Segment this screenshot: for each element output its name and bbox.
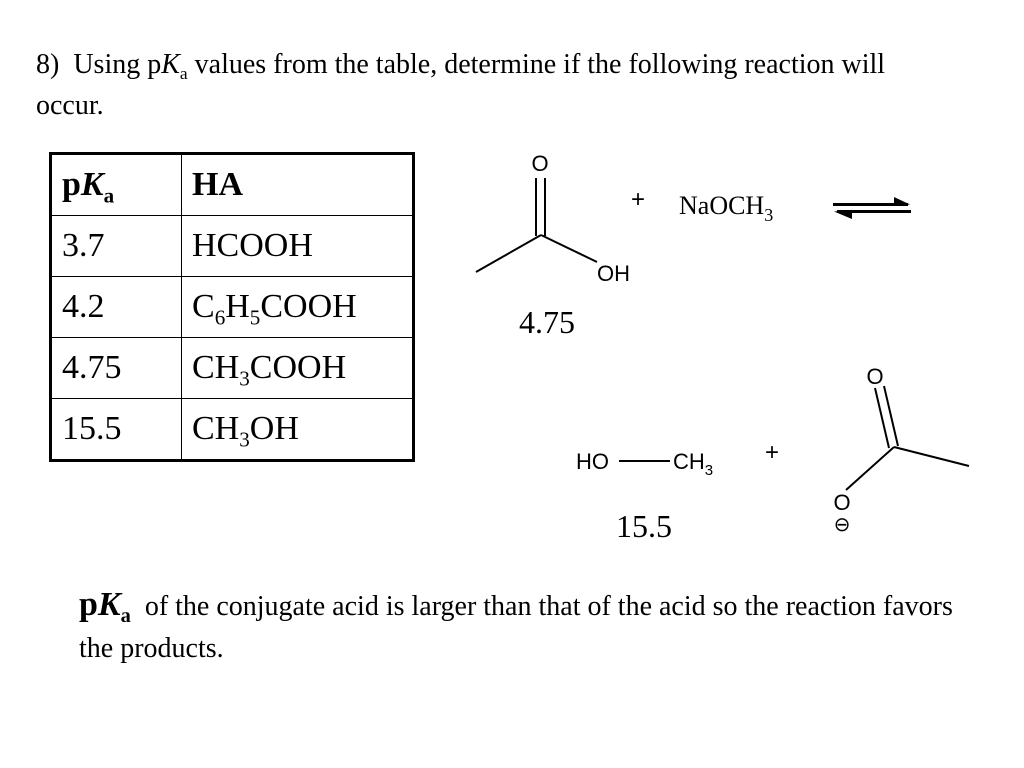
ha-column-header: HA <box>182 154 414 216</box>
acetate-anion-o-label: O <box>833 490 851 515</box>
methyl-bond <box>476 235 541 272</box>
plus-sign-2: + <box>764 439 780 466</box>
methanol-pka-label: 15.5 <box>616 508 672 544</box>
formula-subscript: 6 <box>214 305 226 330</box>
question-text-before: Using p <box>73 49 162 80</box>
formula-text: CH <box>192 410 240 447</box>
base-label: NaOCH$_3$ <box>679 191 774 225</box>
question-k-symbol: K <box>161 49 180 80</box>
hydroxyl-bond <box>541 235 597 262</box>
pka-column-header: $pK_a$ <box>51 154 182 216</box>
acid-pka-label: 4.75 <box>519 304 575 340</box>
pka-cell: 3.7 <box>51 216 182 277</box>
acetate-methyl-bond <box>894 447 969 466</box>
formula-text: HCOOH <box>192 227 313 264</box>
formula-text: C <box>192 288 215 325</box>
methanol-ch3-label: $CH_3$ <box>673 449 714 479</box>
acetate-oxygen-bond <box>846 447 894 490</box>
acetic-acid-structure <box>476 178 597 272</box>
pka-cell: 4.2 <box>51 277 182 338</box>
acetate-structure <box>846 386 969 490</box>
question-number: 8) <box>36 49 60 80</box>
formula-text: COOH <box>260 288 357 325</box>
conclusion-text <box>79 584 979 670</box>
pka-cell: 15.5 <box>51 399 182 461</box>
negative-charge-icon: ⊖ <box>833 514 851 536</box>
formula-text: H <box>225 288 250 325</box>
acid-carbonyl-o-label: O <box>531 151 549 176</box>
methanol-ho-label: HO <box>576 449 609 474</box>
conclusion-body: of the conjugate acid is larger than that of the acid so the reaction favors the products. <box>79 591 953 664</box>
formula-subscript: 3 <box>239 427 250 452</box>
formula-subscript: 5 <box>249 305 261 330</box>
question-text-after: values from the table, determine if the following reaction will occur. <box>36 49 886 121</box>
plus-sign-1: + <box>630 186 646 213</box>
question-k-subscript: a <box>179 64 188 84</box>
equilibrium-arrow-icon <box>833 197 911 219</box>
formula-subscript: 3 <box>239 366 250 391</box>
acid-hydroxyl-label: OH <box>597 261 630 286</box>
formula-text: CH <box>192 349 240 386</box>
acetate-carbonyl-o-label: O <box>866 364 884 389</box>
formula-text: OH <box>249 410 299 447</box>
conclusion-pka-symbol: $pK_a$ <box>79 586 131 628</box>
pka-cell: 4.75 <box>51 338 182 399</box>
formula-text: COOH <box>249 349 347 386</box>
